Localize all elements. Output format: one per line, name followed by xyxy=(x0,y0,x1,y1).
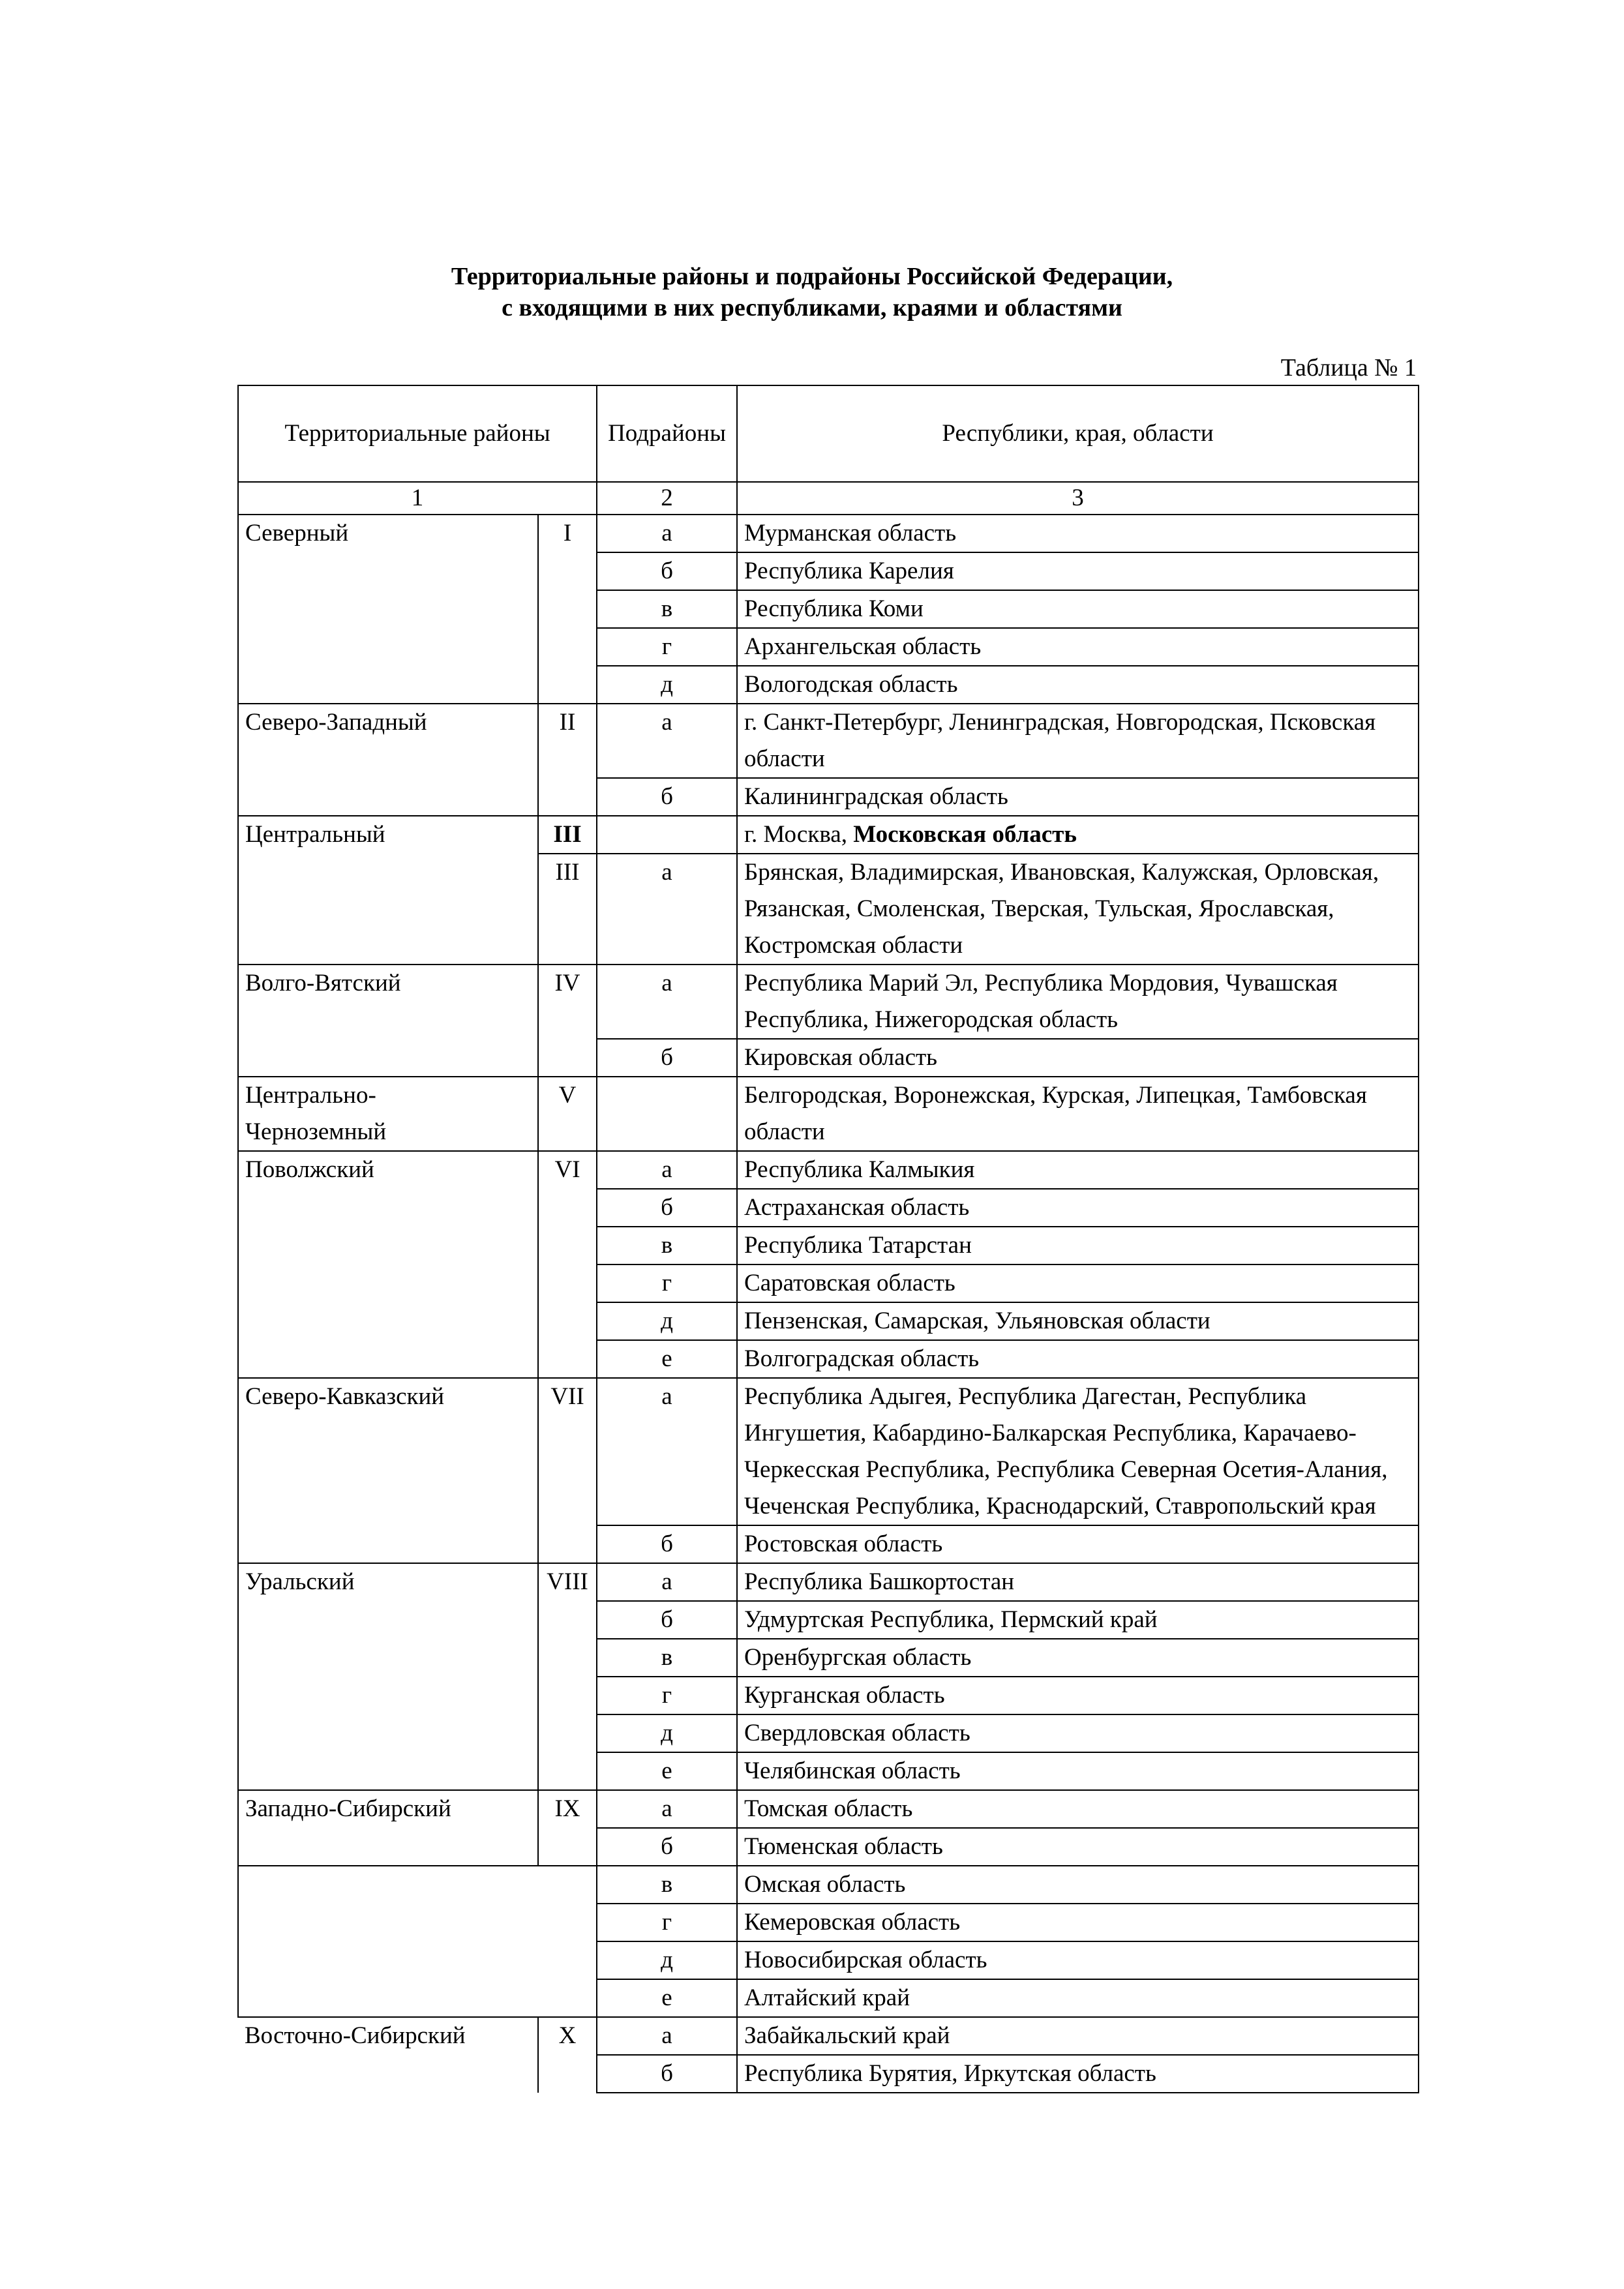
areas-text: г. Москва, xyxy=(744,821,854,848)
table-row xyxy=(238,965,1419,1039)
areas-cell: Республика Карелия xyxy=(737,552,1419,590)
subregion-letter: д xyxy=(597,1714,737,1752)
areas-cell: Вологодская область xyxy=(737,666,1419,704)
region-number-bold: III xyxy=(553,821,582,848)
areas-cell: Кемеровская область xyxy=(737,1904,1419,1941)
region-number xyxy=(538,816,597,854)
region-name: Центральный xyxy=(238,816,538,965)
region-name: Северо-Кавказский xyxy=(238,1378,538,1563)
region-number: X xyxy=(538,2017,597,2093)
areas-cell: Пензенская, Самарская, Ульяновская области xyxy=(737,1302,1419,1340)
areas-cell xyxy=(737,816,1419,854)
table-row xyxy=(238,1790,1419,1828)
region-name: Западно-Сибирский xyxy=(238,1790,538,1866)
subregion-letter: г xyxy=(597,1677,737,1714)
subregion-letter: д xyxy=(597,1941,737,1979)
table-number: Таблица № 1 xyxy=(1280,354,1417,382)
subregion-letter: б xyxy=(597,2055,737,2093)
subregion-letter: в xyxy=(597,1227,737,1264)
table-row xyxy=(238,1077,1419,1151)
column-number: 3 xyxy=(737,482,1419,515)
areas-cell: Республика Коми xyxy=(737,590,1419,628)
areas-cell: Курганская область xyxy=(737,1677,1419,1714)
subregion-letter: б xyxy=(597,778,737,816)
region-name: Поволжский xyxy=(238,1151,538,1378)
areas-cell: г. Санкт-Петербург, Ленинградская, Новгородская, Псковская области xyxy=(737,704,1419,778)
subregion-letter: а xyxy=(597,515,737,552)
areas-cell: Тюменская область xyxy=(737,1828,1419,1866)
region-number: IX xyxy=(538,1790,597,1866)
region-number: VIII xyxy=(538,1563,597,1790)
subregion-letter: б xyxy=(597,1525,737,1563)
subregion-letter: в xyxy=(597,590,737,628)
table-row xyxy=(238,1151,1419,1189)
areas-cell: Свердловская область xyxy=(737,1714,1419,1752)
areas-cell: Забайкальский край xyxy=(737,2017,1419,2055)
header-subregions: Подрайоны xyxy=(597,385,737,482)
regions-table xyxy=(237,385,1419,2093)
subregion-letter: г xyxy=(597,1904,737,1941)
region-continuation-cell xyxy=(238,1866,597,2017)
region-number: V xyxy=(538,1077,597,1151)
subregion-letter: в xyxy=(597,1866,737,1904)
table-row xyxy=(238,816,1419,854)
column-number: 1 xyxy=(238,482,597,515)
subregion-letter xyxy=(597,816,737,854)
region-name: Северный xyxy=(238,515,538,704)
areas-cell: Ростовская область xyxy=(737,1525,1419,1563)
areas-cell: Республика Башкортостан xyxy=(737,1563,1419,1601)
subregion-letter: г xyxy=(597,1264,737,1302)
areas-cell: Кировская область xyxy=(737,1039,1419,1077)
subregion-letter: б xyxy=(597,1828,737,1866)
areas-cell: Волгоградская область xyxy=(737,1340,1419,1378)
title-line-1: Территориальные районы и подрайоны Российской Федерации, xyxy=(451,263,1173,290)
areas-cell: Архангельская область xyxy=(737,628,1419,666)
table-row xyxy=(238,1378,1419,1525)
region-number: III xyxy=(538,854,597,965)
region-name: Центрально-Черноземный xyxy=(238,1077,538,1151)
areas-cell: Республика Адыгея, Республика Дагестан, Республика Ингушетия, Кабардино-Балкарская Республика, Карачаево-Черкесская Республика, Республика Северная Осетия-Алания, Чеченская Республика, Краснодарский, Ставропольский края xyxy=(737,1378,1419,1525)
region-name: Восточно-Сибирский xyxy=(238,2017,538,2093)
subregion-letter: б xyxy=(597,1601,737,1639)
header-regions: Территориальные районы xyxy=(238,385,597,482)
areas-cell: Республика Калмыкия xyxy=(737,1151,1419,1189)
areas-cell: Мурманская область xyxy=(737,515,1419,552)
areas-text-bold: Московская область xyxy=(853,821,1077,848)
areas-cell: Брянская, Владимирская, Ивановская, Калужская, Орловская, Рязанская, Смоленская, Тверская, Тульская, Ярославская, Костромская области xyxy=(737,854,1419,965)
areas-cell: Астраханская область xyxy=(737,1189,1419,1227)
region-number: I xyxy=(538,515,597,704)
areas-cell: Томская область xyxy=(737,1790,1419,1828)
region-number: IV xyxy=(538,965,597,1077)
subregion-letter: а xyxy=(597,854,737,965)
subregion-letter: е xyxy=(597,1979,737,2017)
column-number: 2 xyxy=(597,482,737,515)
areas-cell: Алтайский край xyxy=(737,1979,1419,2017)
region-name: Волго-Вятский xyxy=(238,965,538,1077)
subregion-letter: в xyxy=(597,1639,737,1677)
region-number: VII xyxy=(538,1378,597,1563)
subregion-letter: а xyxy=(597,1378,737,1525)
subregion-letter: е xyxy=(597,1340,737,1378)
subregion-letter: б xyxy=(597,1189,737,1227)
areas-cell: Саратовская область xyxy=(737,1264,1419,1302)
subregion-letter: а xyxy=(597,1151,737,1189)
subregion-letter: а xyxy=(597,1563,737,1601)
areas-cell: Новосибирская область xyxy=(737,1941,1419,1979)
region-number: II xyxy=(538,704,597,816)
areas-cell: Оренбургская область xyxy=(737,1639,1419,1677)
subregion-letter: б xyxy=(597,1039,737,1077)
region-name: Северо-Западный xyxy=(238,704,538,816)
subregion-letter: а xyxy=(597,704,737,778)
header-row xyxy=(238,385,1419,482)
table-row xyxy=(238,1866,1419,1904)
areas-cell: Республика Бурятия, Иркутская область xyxy=(737,2055,1419,2093)
subregion-letter: е xyxy=(597,1752,737,1790)
subregion-letter: б xyxy=(597,552,737,590)
column-number-row xyxy=(238,482,1419,515)
subregion-letter: а xyxy=(597,1790,737,1828)
table-row xyxy=(238,515,1419,552)
areas-cell: Удмуртская Республика, Пермский край xyxy=(737,1601,1419,1639)
areas-cell: Белгородская, Воронежская, Курская, Липецкая, Тамбовская области xyxy=(737,1077,1419,1151)
areas-cell: Омская область xyxy=(737,1866,1419,1904)
subregion-letter: а xyxy=(597,965,737,1039)
table-row xyxy=(238,1563,1419,1601)
areas-cell: Республика Марий Эл, Республика Мордовия, Чувашская Республика, Нижегородская область xyxy=(737,965,1419,1039)
region-number: VI xyxy=(538,1151,597,1378)
header-areas: Республики, края, области xyxy=(737,385,1419,482)
table-row xyxy=(238,704,1419,778)
subregion-letter xyxy=(597,1077,737,1151)
title-line-2: с входящими в них республиками, краями и областями xyxy=(502,294,1122,322)
subregion-letter: г xyxy=(597,628,737,666)
subregion-letter: а xyxy=(597,2017,737,2055)
areas-cell: Республика Татарстан xyxy=(737,1227,1419,1264)
table-row xyxy=(238,2017,1419,2055)
areas-cell: Калининградская область xyxy=(737,778,1419,816)
subregion-letter: д xyxy=(597,1302,737,1340)
subregion-letter: д xyxy=(597,666,737,704)
page-title xyxy=(0,261,1624,323)
region-name: Уральский xyxy=(238,1563,538,1790)
areas-cell: Челябинская область xyxy=(737,1752,1419,1790)
